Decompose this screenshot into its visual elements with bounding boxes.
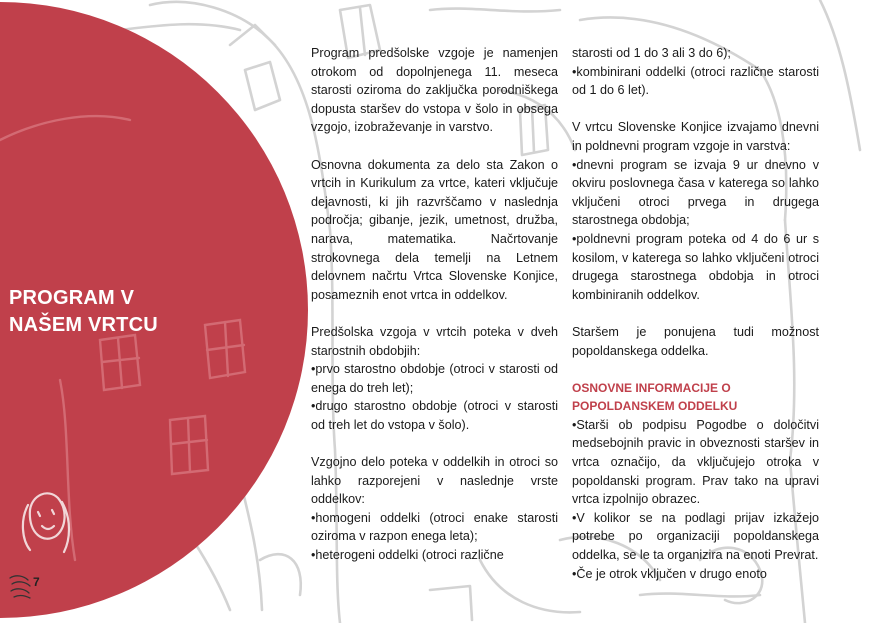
groups-intro: Vzgojno delo poteka v oddelkih in otroci so lahko razporejeni v naslednje vrste oddelkov: [311,455,558,507]
group-heterogeneous: •heterogeni oddelki (otroci različne [311,548,504,563]
section-heading-line-2: POPOLDANSKEM ODDELKU [572,399,738,414]
title-line-1: PROGRAM V [9,287,135,309]
leaf-icon [8,572,34,600]
paragraph-groups-continued [572,44,819,100]
programs-intro: V vrtcu Slovenske Konjice izvajamo dnevni in poldnevni program vzgoje in varstva: [572,120,819,153]
group-homogeneous: •homogeni oddelki (otroci enake starosti oziroma v razpon enega leta); [311,510,558,544]
title-line-2: NAŠEM VRTCU [9,314,158,336]
program-daily: •dnevni program se izvaja 9 ur dnevno v okviru poslovnega časa v katerega so lahko vključeni otroci prvega in drugega starostnega obdobja; [572,157,819,228]
group-heterogeneous-continued: starosti od 1 do 3 ali 3 do 6); [572,46,731,60]
info-item-other-unit: •Če je otrok vključen v drugo enoto [572,566,767,581]
section-afternoon-info [572,379,819,584]
section-heading-line-1: OSNOVNE INFORMACIJE O [572,380,731,395]
info-item-organization: •V kolikor se na podlagi prijav izkažejo potrebe po organizaciji popoldanskega oddelka, se le ta organizira na enoti Prevrat. [572,510,819,563]
paragraph-programs [572,118,819,304]
age-periods-intro: Predšolska vzgoja v vrtcih poteka v dveh starostnih obdobjih: [311,324,558,358]
page-number: 7 [33,575,40,589]
paragraph-groups [311,453,558,565]
age-period-first: •prvo starostno obdobje (otroci v starosti od enega do treh let); [311,362,558,395]
text-column-right [572,44,819,583]
program-half-day: •poldnevni program poteka od 4 do 6 ur s kosilom, v katerega so lahko vključeni otroci drugega starostnega obdobja in otroci kombiniranih oddelkov. [572,231,819,302]
paragraph-documents: Osnovna dokumenta za delo sta Zakon o vrtcih in Kurikulum za vrtce, kateri vključuje dejavnosti, ki jih razvrščamo v naslednja področja; gibanje, jezik, umetnost, družba, narava, matematika. Načrtovanje strokovnega dela temelji na Letnem delovnem načrtu Vrtca Slovenske Konjice, posameznih enot vrtca in oddelkov. [311,157,558,302]
paragraph-afternoon-option: Staršem je ponujena tudi možnost popoldanskega oddelka. [572,324,819,358]
age-period-second: •drugo starostno obdobje (otroci v starosti od treh let do vstopa v šolo). [311,399,558,432]
group-combined: •kombinirani oddelki (otroci različne starosti od 1 do 6 let). [572,64,819,98]
paragraph-intro: Program predšolske vzgoje je namenjen otrokom od dopolnjenega 11. meseca starosti oziroma do zaključka porodniškega dopusta staršev do vstopa v šolo in obsega vzgojo, izobraževanje in varstvo. [311,46,558,135]
page-title [9,285,199,339]
text-column-left [311,44,558,583]
paragraph-age-periods [311,323,558,435]
info-item-contract: •Starši ob podpisu Pogodbe o določitvi medsebojnih pravic in obveznosti staršev in vrtca označijo, da vključujejo otroka v popoldanski program. Prav tako na upravi vrtca izpolnijo obrazec. [572,417,819,507]
